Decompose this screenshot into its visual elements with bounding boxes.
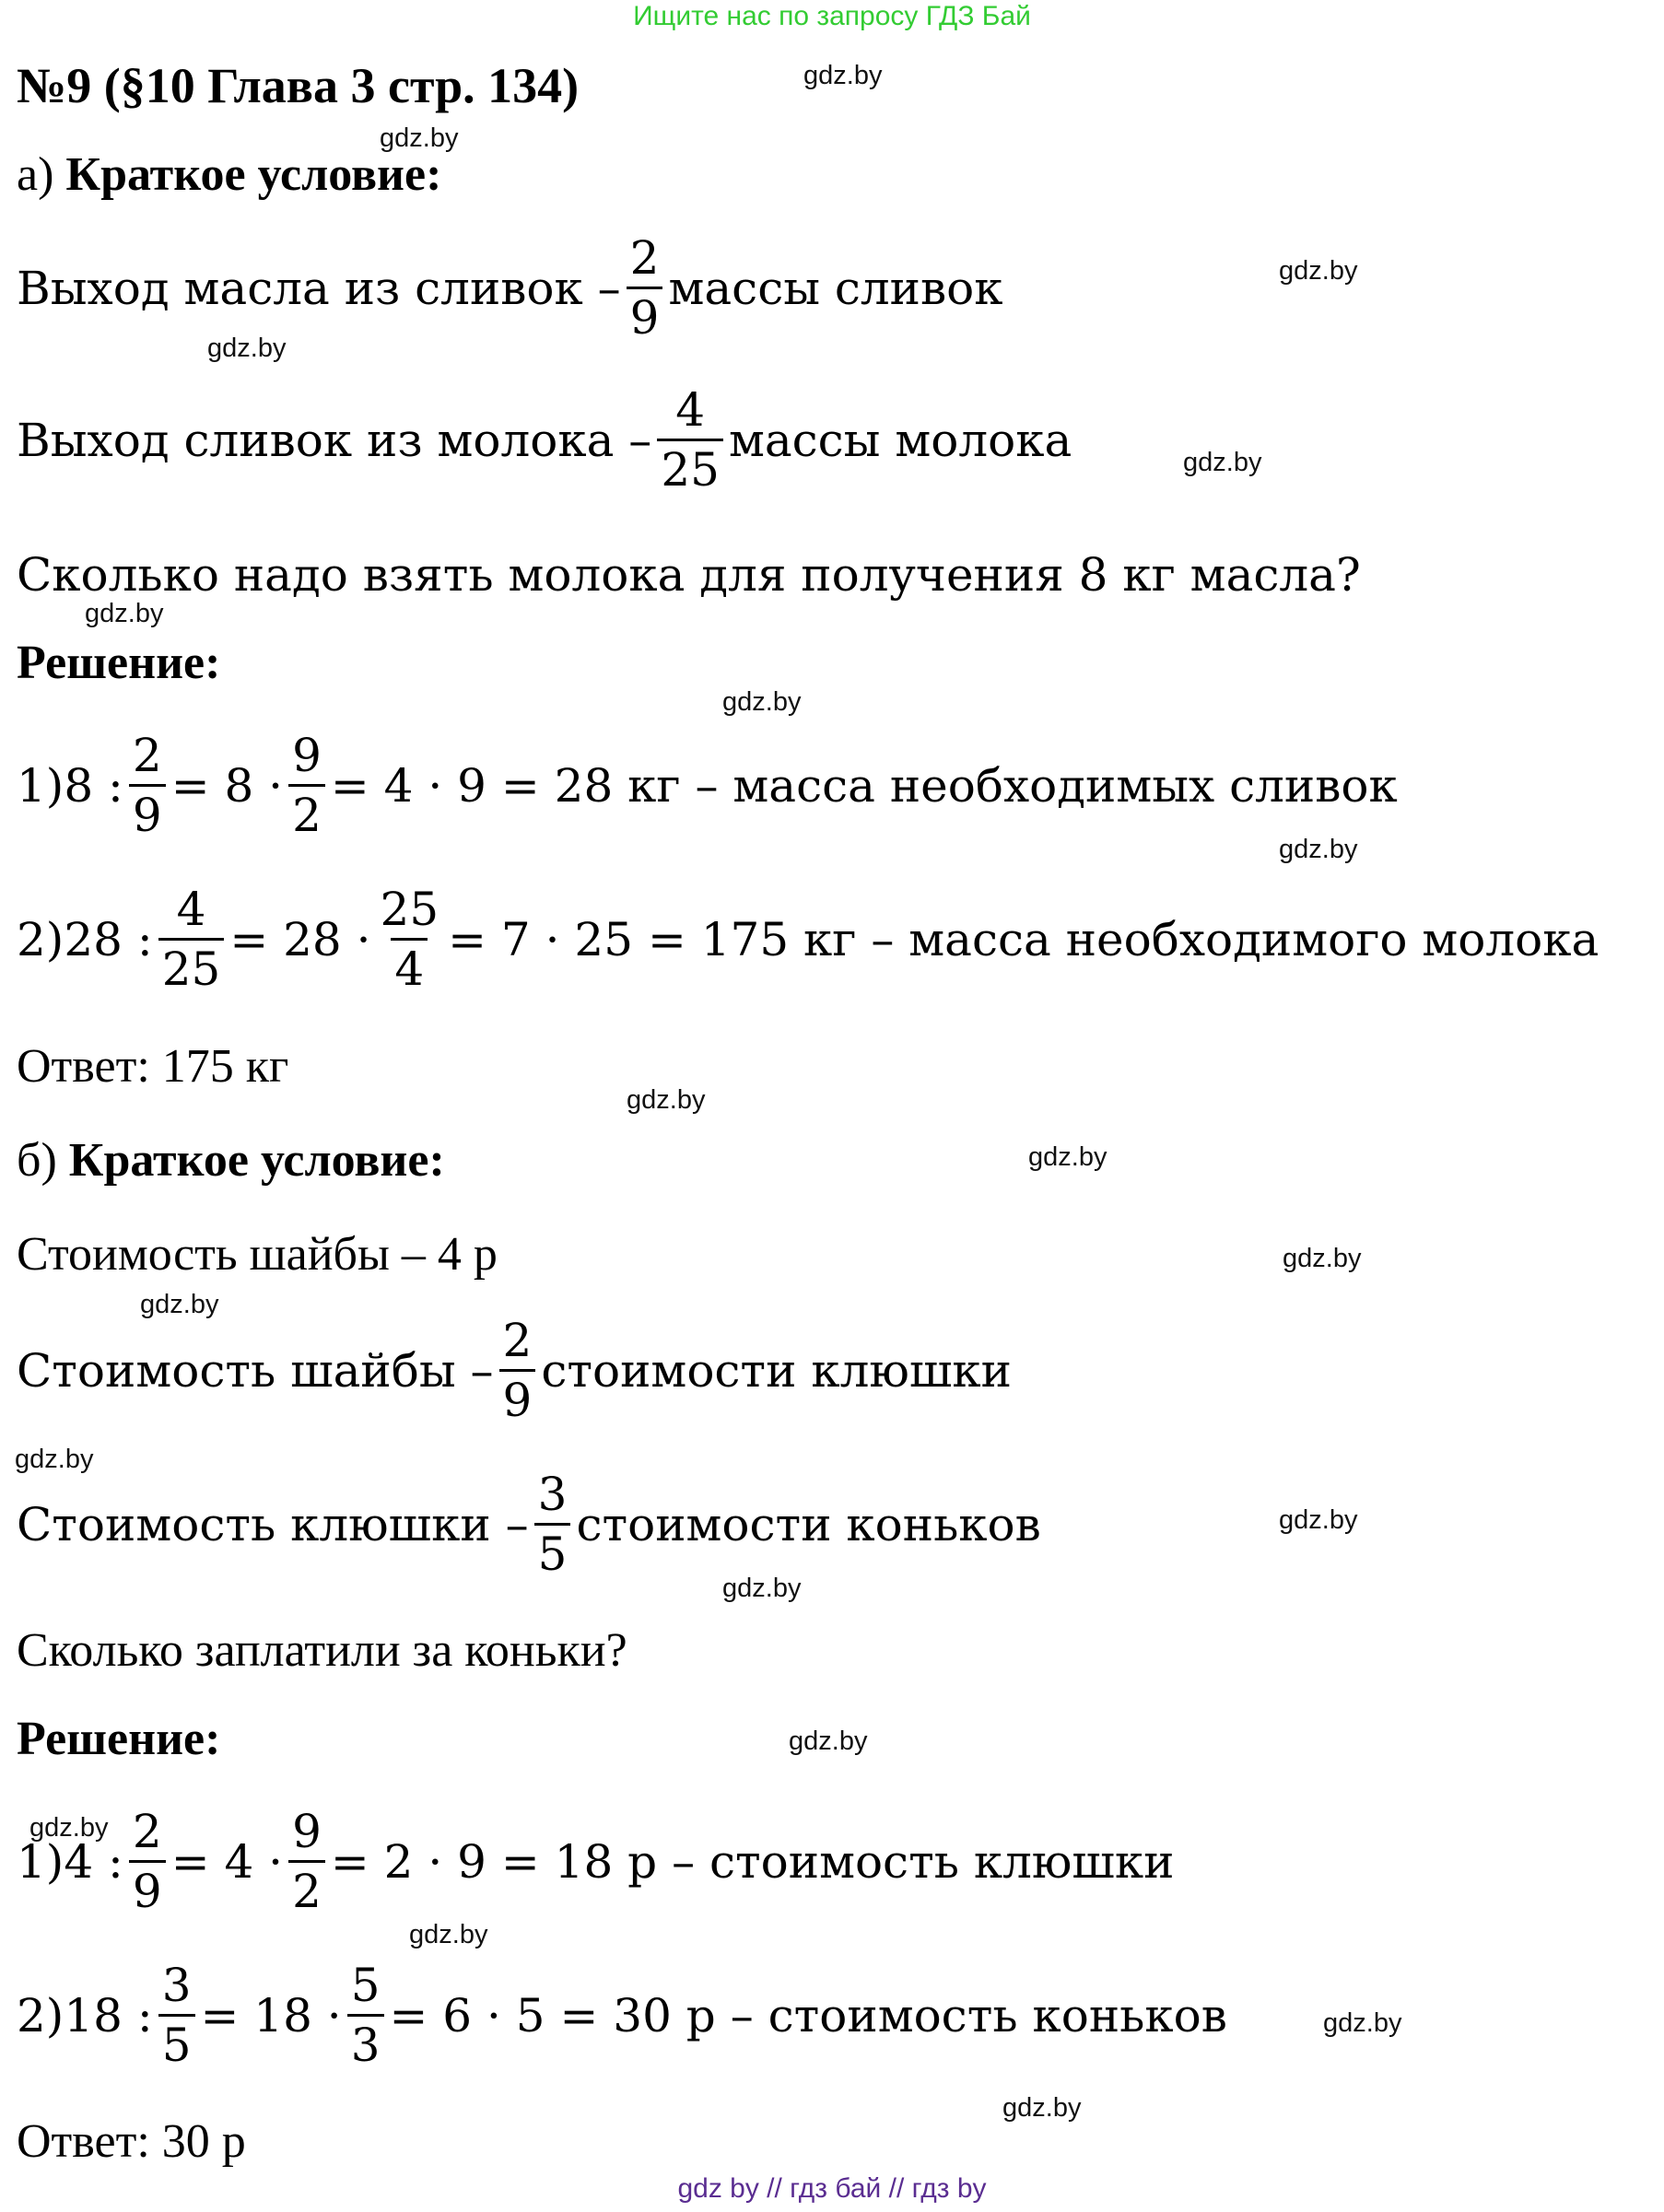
watermark: gdz.by: [15, 1445, 94, 1474]
part-a-condition-2: [17, 383, 1072, 497]
condition-text: массы сливок: [668, 261, 1003, 315]
step-text: = 18 ·: [200, 1988, 342, 2042]
condition-text: Стоимость клюшки –: [17, 1497, 529, 1551]
part-a-solution-label: Решение:: [17, 637, 221, 689]
fraction-numerator: 3: [161, 1959, 192, 2012]
fraction: [377, 883, 443, 996]
fraction-numerator: 2: [502, 1314, 533, 1367]
watermark: gdz.by: [1028, 1142, 1107, 1172]
fraction-denominator: 3: [347, 2014, 384, 2068]
part-b-answer: Ответ: 30 р: [17, 2115, 246, 2168]
fraction: [129, 729, 166, 842]
watermark: gdz.by: [409, 1920, 488, 1949]
watermark: gdz.by: [1279, 256, 1358, 286]
fraction-numerator: 4: [675, 383, 706, 437]
condition-text: Выход сливок из молока –: [17, 413, 652, 467]
fraction: [158, 883, 225, 996]
part-b-condition-1: Стоимость шайбы – 4 р: [17, 1228, 498, 1281]
step-text: 1)4 :: [17, 1834, 123, 1889]
fraction: [347, 1959, 384, 2072]
watermark: gdz.by: [1002, 2093, 1082, 2123]
part-b-step-1: [17, 1805, 1175, 1918]
part-a-condition-1: [17, 231, 1003, 345]
part-b-condition-3: [17, 1468, 1041, 1581]
watermark: gdz.by: [1283, 1244, 1362, 1273]
watermark: gdz.by: [1279, 1505, 1358, 1535]
fraction-numerator: 9: [292, 1805, 322, 1858]
step-text: 2)28 :: [17, 912, 153, 966]
fraction: [627, 231, 663, 345]
condition-text: Стоимость шайбы –: [17, 1343, 494, 1398]
watermark: gdz.by: [140, 1290, 219, 1319]
part-b-title: Краткое условие:: [68, 1134, 445, 1187]
part-b-solution-label: Решение:: [17, 1713, 221, 1765]
top-banner[interactable]: Ищите нас по запросу ГДЗ Бай: [633, 1, 1031, 31]
condition-text: стоимости коньков: [576, 1497, 1041, 1551]
part-a-step-2: [17, 883, 1600, 996]
fraction-numerator: 9: [292, 729, 322, 782]
fraction: [129, 1805, 166, 1918]
fraction: [288, 1805, 325, 1918]
step-text: = 4 · 9 = 28 кг – масса необходимых сливок: [330, 758, 1398, 813]
fraction-denominator: 25: [657, 439, 723, 493]
step-text: = 8 ·: [170, 758, 284, 813]
watermark: gdz.by: [627, 1085, 706, 1115]
fraction-denominator: 9: [129, 784, 166, 838]
watermark: gdz.by: [207, 334, 287, 363]
fraction-numerator: 2: [629, 231, 660, 285]
watermark: gdz.by: [803, 61, 883, 90]
fraction-denominator: 25: [158, 938, 225, 992]
step-text: = 6 · 5 = 30 р – стоимость коньков: [389, 1988, 1227, 2042]
fraction-denominator: 9: [499, 1369, 536, 1423]
watermark: gdz.by: [722, 687, 802, 717]
part-b-question: Сколько заплатили за коньки?: [17, 1624, 627, 1677]
part-b-prefix: б): [17, 1134, 57, 1187]
part-b-label: [17, 1133, 445, 1188]
fraction: [534, 1468, 571, 1581]
fraction: [657, 383, 723, 497]
part-a-title: Краткое условие:: [65, 148, 442, 201]
step-text: = 2 · 9 = 18 р – стоимость клюшки: [330, 1834, 1175, 1889]
fraction-numerator: 2: [132, 729, 162, 782]
step-text: = 28 ·: [229, 912, 371, 966]
fraction-denominator: 2: [288, 1860, 325, 1914]
fraction-denominator: 5: [534, 1523, 571, 1577]
part-a-step-1: [17, 729, 1398, 842]
watermark: gdz.by: [1183, 448, 1262, 477]
condition-text: массы молока: [728, 413, 1072, 467]
part-a-question: Сколько надо взять молока для получения 8 кг масла?: [17, 548, 1361, 602]
fraction: [158, 1959, 195, 2072]
page-title: №9 (§10 Глава 3 стр. 134): [17, 58, 580, 113]
step-text: = 7 · 25 = 175 кг – масса необходимого молока: [448, 912, 1600, 966]
watermark: gdz.by: [722, 1574, 802, 1603]
fraction: [288, 729, 325, 842]
watermark: gdz.by: [1279, 835, 1358, 864]
step-text: 2)18 :: [17, 1988, 153, 2042]
fraction-denominator: 9: [129, 1860, 166, 1914]
condition-text: Выход масла из сливок –: [17, 261, 621, 315]
step-text: 1)8 :: [17, 758, 123, 813]
watermark: gdz.by: [1323, 2008, 1402, 2038]
watermark: gdz.by: [85, 599, 164, 628]
condition-text: стоимости клюшки: [541, 1343, 1012, 1398]
fraction: [499, 1314, 536, 1427]
watermark: gdz.by: [29, 1813, 109, 1843]
fraction-denominator: 5: [158, 2014, 195, 2068]
part-a-prefix: а): [17, 148, 54, 201]
step-text: = 4 ·: [170, 1834, 284, 1889]
watermark: gdz.by: [380, 123, 459, 153]
fraction-numerator: 25: [380, 883, 439, 936]
part-a-answer: Ответ: 175 кг: [17, 1040, 289, 1093]
fraction-denominator: 9: [627, 287, 663, 341]
fraction-numerator: 5: [350, 1959, 381, 2012]
fraction-denominator: 4: [391, 938, 428, 992]
part-a-label: [17, 147, 441, 202]
footer-links[interactable]: gdz by // гдз бай // гдз by: [677, 2173, 987, 2204]
part-b-condition-2: [17, 1314, 1012, 1427]
fraction-numerator: 4: [176, 883, 206, 936]
fraction-numerator: 2: [132, 1805, 162, 1858]
watermark: gdz.by: [789, 1726, 868, 1756]
part-b-step-2: [17, 1959, 1227, 2072]
fraction-numerator: 3: [537, 1468, 568, 1521]
fraction-denominator: 2: [288, 784, 325, 838]
